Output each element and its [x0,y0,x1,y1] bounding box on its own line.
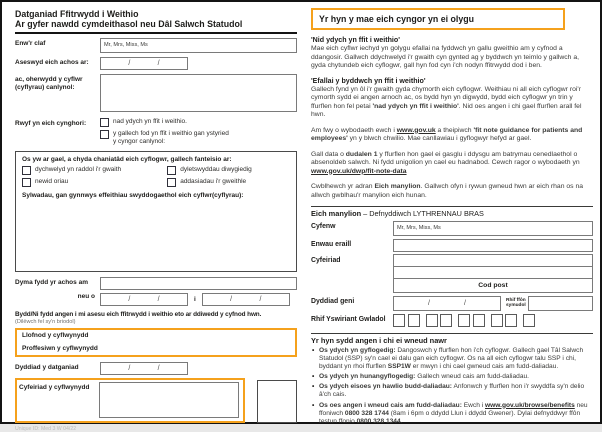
text-segment: Gall data o [311,150,346,158]
may-be-fit-section-title: 'Efallai y byddwch yn ffit i weithio' [311,76,426,85]
mobile-phone-field[interactable] [528,296,593,311]
text-segment: (8am i 6pm o ddydd Llun i ddydd Gwener). Dylai defnyddwyr ffôn testun ffonio [319,409,581,425]
comments-label: Sylwadau, gan gynnwys effeithiau swyddogaethol eich cyflwr(cyflyrau): [22,192,244,199]
text-segment: yn y blwch chwilio. Mae canllawiau i gyflogwyr hefyd ar gael. [347,135,532,142]
title-divider [15,32,297,34]
option-amended-duties-label: dyletswyddau diwygiedig [180,166,252,173]
surname-label: Cyfenw [311,223,336,230]
checkbox-altered-hours[interactable] [22,178,31,187]
checkbox-not-fit-for-work[interactable] [100,118,109,127]
guidance-column [311,8,593,426]
issuer-address-field[interactable] [99,382,239,418]
text-segment: Anfonwch y ffurflen hon i'r swyddfa sy'n delio â'ch cais. [319,383,585,399]
surname-field[interactable]: Mr, Mrs, Miss, Ms [393,221,593,236]
list-item [311,383,593,399]
list-item [311,347,593,371]
text-segment: . [400,417,403,425]
postcode-field[interactable]: Cod post [393,278,593,293]
text-segment: Am fwy o wybodaeth ewch i [311,126,397,134]
phone-number: 0800 328 1744 [344,409,389,417]
condition-label: ac, oherwydd y cyflwr (cyflyrau) canlynol: [15,76,83,91]
text-segment: Gallech fynd yn ôl i'r gwaith gyda chymorth eich cyflogwr. Weithiau ni all eich cyflogwr roi'r cymorth sydd ei angen arnoch ac, os bydd hyn yn digwydd, bydd eich cyflogwr yn trin y ffurflen hon fel petai [311,85,581,110]
patient-name-field[interactable]: Mr, Mrs, Miss, Ms [100,38,297,53]
advice-option2-line1: y gallech fod yn ffit i weithio gan ystyried [113,130,229,137]
statement-date-field[interactable] [100,362,188,375]
dob-field[interactable] [393,296,501,311]
what-to-do-now-heading: Yr hyn sydd angen i chi ei wneud nawr [311,336,447,345]
issuer-address-highlight-box [15,378,245,423]
bullet-lead: Os ydych yn hunangyflogedig: [319,373,416,381]
list-item [311,373,593,381]
text-segment: Ewch i [461,401,485,409]
to-date-field[interactable] [202,293,290,306]
date-slash: / [128,296,131,303]
statement-date-label: Dyddiad y datganiad [15,364,79,371]
date-slash: / [128,365,131,372]
bullet-lead: Os ydych eisoes yn hawlio budd-daliadau: [319,383,453,391]
signature-label: Llofnod y cyflwynydd [22,332,89,339]
date-slash: / [428,300,430,307]
advice-label: Rwyf yn eich cynghori: [15,120,87,127]
may-be-fit-section-body [311,86,593,120]
case-duration-label: Dyma fydd yr achos am [15,279,88,286]
assessed-date-label: Aseswyd eich achos ar: [15,59,89,66]
assessed-date-field[interactable] [100,57,188,70]
mobile-label-line2: symudol [506,303,526,309]
patient-name-label: Enw'r claf [15,40,46,47]
other-names-label: Enwau eraill [311,241,352,248]
fit-note-data-link[interactable]: www.gov.uk/dwp/fit-note-data [311,167,407,175]
to-label: i [194,295,196,303]
textphone-number: 0800 328 1344 [356,417,401,425]
text-segment: neu ffoniwch [319,401,588,417]
text-segment: . Gallwch ofyn i rywun gwneud hwn ar eich rhan os na allwch gwblhau'r manylion eich hunan. [311,183,584,199]
form-title-line1: Datganiad Ffitrwydd i Weithio [15,9,139,19]
other-names-field[interactable] [393,239,593,252]
date-slash: / [230,296,233,303]
text-segment: . Nid oes angen i chi gael ffurflen arall fel hwn. [311,102,582,118]
data-collection-paragraph [311,151,593,177]
not-fit-section-body: Mae eich cyflwr iechyd yn golygu efallai na fyddwch yn gallu gweithio am y cyfnod a ddangosir. Gallwch ddychwelyd i'r gwaith cyn gynted ag y byddwch yn teimlo y gallwch a, gyda chytundeb eich cyflogwr, gall hyn fod cyn i'ch nodyn ffitrwydd dod i ben. [311,45,580,69]
more-info-paragraph [311,127,593,144]
ni-number-label: Rhif Yswiriant Gwladol [311,316,386,323]
option-workplace-adaptations-label: addasiadau i'r gweithle [180,178,247,185]
what-to-do-now-list [311,347,593,426]
your-details-heading [311,209,593,218]
signature-highlight-box [15,328,297,357]
ssp1w-phrase: SSP1W [387,363,411,371]
what-to-do-now-section [311,333,593,426]
checkbox-phased-return[interactable] [22,166,31,175]
your-details-heading-rest: – Defnyddiwch LYTHRENNAU BRAS [361,209,484,218]
page-one-phrase: dudalen 1 [345,150,378,158]
address-label: Cyfeiriad [311,257,341,264]
bullet-lead: Os oes angen i wneud cais am fudd-daliadau: [319,401,462,409]
guidance-heading: Yr hyn y mae eich cyngor yn ei olygu [311,8,565,30]
advice-option2-line2: y cyngor canlynol: [113,138,166,145]
date-slash: / [157,60,160,67]
mobile-label-line1: Rhif ffôn [506,298,526,303]
bullet-lead: Os ydych yn gyflogedig: [319,347,396,354]
text-segment: a theipiwch [435,126,474,134]
comments-field[interactable] [22,199,290,271]
option-altered-hours-label: newid oriau [35,178,69,185]
search-term-phrase: 'fit note guidance for patients and employees' [311,126,583,142]
form-unique-id: Unique ID: Med 3 W 04/22 [15,426,77,432]
checkbox-may-be-fit-for-work[interactable] [100,130,109,139]
text-segment: Dangoswch y ffurflen hon i'ch cyflogwr. Gallech gael Tâl Salwch Statudol (SSP) sy'n cael ei dalu gan eich cyflogwr. Os na all eich cyflogwr talu SSP i chi, byddant yn rhoi ffurflen [319,347,584,371]
options-heading: Os yw ar gael, a chyda chaniatâd eich cyflogwr, gallech fanteisio ar: [22,156,232,163]
ni-number-field[interactable] [393,314,593,327]
case-duration-field[interactable] [100,277,297,290]
text-segment: Gallech wneud cais am fudd-daliadau. [415,373,529,381]
option-phased-return-label: dychwelyd yn raddol i'r gwaith [35,166,122,173]
profession-label: Proffesiwn y cyflwynydd [22,345,98,352]
condition-field[interactable] [100,74,297,112]
form-column [15,9,297,432]
mobile-phone-label [501,296,527,311]
text-segment: y ffurflen hon gael ei gasglu i ddysgu am batrymau cenedlaethol o absenoldeb salwch. Ni fydd unigolion yn cael eu hadnabod. Cewch ragor o wybodaeth yn [311,150,580,166]
or-from-label: neu o [77,293,95,300]
date-slash: / [157,365,160,372]
date-slash: / [157,296,160,303]
your-details-section [311,206,593,327]
text-segment: Cwblhewch yr adran [311,183,375,190]
form-title-line2: Ar gyfer nawdd cymdeithasol neu Dâl Salwch Statudol [15,19,243,29]
date-slash: / [259,296,262,303]
your-details-phrase: Eich manylion [374,183,421,190]
dob-label: Dyddiad geni [311,298,355,305]
bold-phrase: 'nad ydych yn ffit i weithio' [372,102,459,110]
browse-benefits-link[interactable]: www.gov.uk/browse/benefits [485,401,575,409]
reassess-statement: Bydd/Ni fydd angen i mi asesu eich ffitrwydd i weithio eto ar ddiwedd y cyfnod hwn. [15,311,262,318]
complete-details-paragraph [311,183,593,200]
list-item [311,402,593,426]
employer-options-box [15,151,297,272]
date-slash: / [464,300,466,307]
checkbox-workplace-adaptations[interactable] [167,178,176,187]
not-fit-section-title: 'Nid ydych yn ffit i weithio' [311,36,400,44]
from-date-field[interactable] [100,293,188,306]
delete-as-appropriate-note: (Dilëwch fel sy'n briodol) [15,319,76,325]
advice-option1-label: nad ydych yn ffit i weithio. [113,118,187,125]
your-details-heading-bold: Eich manylion [311,209,362,218]
stamp-box [257,380,297,423]
checkbox-amended-duties[interactable] [167,166,176,175]
issuer-address-label: Cyfeiriad y cyflwynydd [19,384,90,391]
govuk-link[interactable]: www.gov.uk [396,126,436,134]
date-slash: / [128,60,131,67]
advice-option2-label [113,130,229,146]
text-segment: er mwyn i chi cael gwneud cais am fudd-daliadau. [410,363,559,371]
